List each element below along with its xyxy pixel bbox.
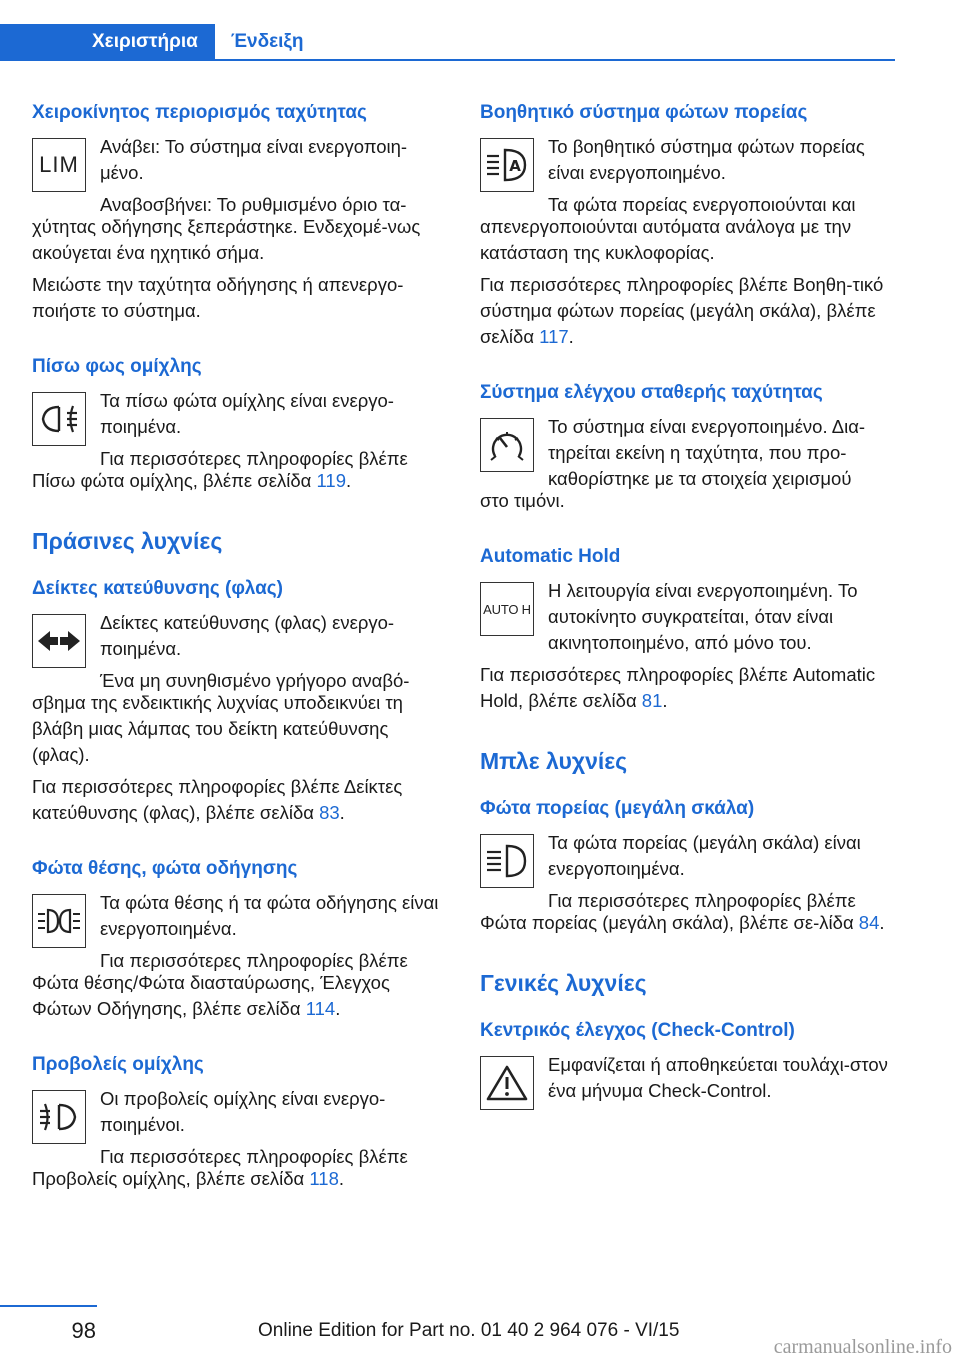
turn-signals-item <box>32 610 444 694</box>
warning-triangle-icon <box>480 1056 534 1110</box>
position-lights-item <box>32 890 444 974</box>
speed-limit-text-3: Μειώστε την ταχύτητα οδήγησης ή απενεργο-ποιήστε το σύστημα. <box>32 274 404 321</box>
front-fog-light-icon <box>32 1090 86 1144</box>
watermark: carmanualsonline.info <box>773 1336 952 1358</box>
high-beam-assist-icon <box>480 138 534 192</box>
turn-signals-text-2a: Ένα μη συνηθισμένο γρήγορο αναβό- <box>100 670 410 691</box>
page-link-83[interactable]: 83 <box>319 802 340 823</box>
page-link-119[interactable]: 119 <box>316 470 346 491</box>
section-title-rear-fog: Πίσω φως ομίχλης <box>32 356 202 377</box>
cruise-control-speedometer-icon <box>480 418 534 472</box>
position-lights-text-2b: Φώτα θέσης/Φώτα διασταύρωσης, Έλεγχος Φώτων Οδήγησης, βλέπε σελίδα 114. <box>32 972 390 1019</box>
section-heading-blue: Μπλε λυχνίες <box>480 748 628 774</box>
edition-text: Online Edition for Part no. 01 40 2 964 076 - VI/15 <box>258 1320 680 1341</box>
high-beam-item <box>480 830 892 914</box>
section-title-turn-signals: Δείκτες κατεύθυνσης (φλας) <box>32 578 283 599</box>
section-title-speed-limit: Χειροκίνητος περιορισμός ταχύτητας <box>32 102 367 123</box>
speed-limit-text-1: Ανάβει: Το σύστημα είναι ενεργοποιη-μένο. <box>100 136 408 183</box>
section-title-auto-hold: Automatic Hold <box>480 546 621 567</box>
section-heading-general: Γενικές λυχνίες <box>480 970 647 996</box>
section-heading-green: Πράσινες λυχνίες <box>32 528 223 554</box>
position-lights-icon <box>32 894 86 948</box>
section-title-cruise-control: Σύστημα ελέγχου σταθερής ταχύτητας <box>480 382 823 403</box>
position-lights-text-2a: Για περισσότερες πληροφορίες βλέπε <box>100 950 408 971</box>
page-link-81[interactable]: 81 <box>641 690 663 711</box>
rear-fog-text-2b: Πίσω φώτα ομίχλης, βλέπε σελίδα 119. <box>32 470 352 491</box>
cruise-control-item <box>480 414 892 492</box>
turn-signals-text-1: Δείκτες κατεύθυνσης (φλας) ενεργο-ποιημένα. <box>100 612 395 659</box>
right-column <box>480 100 892 1124</box>
rear-fog-item <box>32 388 444 472</box>
speed-limit-text-2b: χύτητας οδήγησης ξεπεράστηκε. Ενδεχομέ-νως ακούγεται ένα ηχητικό σήμα. <box>32 216 421 263</box>
high-beam-assist-text-2a: Τα φώτα πορείας ενεργοποιούνται και <box>548 194 856 215</box>
auto-hold-text-1: Η λειτουργία είναι ενεργοποιημένη. Το αυτοκίνητο συγκρατείται, όταν είναι ακινητοποιημένο, από μόνο του. <box>548 580 858 653</box>
high-beam-assist-text-1: Το βοηθητικό σύστημα φώτων πορείας είναι ενεργοποιημένο. <box>548 136 865 183</box>
cruise-control-text-1a: Το σύστημα είναι ενεργοποιημένο. Δια-τηρείται εκείνη η ταχύτητα, που προ-καθορίστηκε με τα στοιχεία χειρισμού <box>548 416 866 489</box>
section-title-front-fog: Προβολείς ομίχλης <box>32 1054 204 1075</box>
page-link-118[interactable]: 118 <box>309 1168 339 1189</box>
high-beam-text-2a: Για περισσότερες πληροφορίες βλέπε <box>548 890 856 911</box>
cruise-control-text-1b: στο τιμόνι. <box>480 490 565 511</box>
turn-signals-text-3: Για περισσότερες πληροφορίες βλέπε Δείκτες κατεύθυνσης (φλας), βλέπε σελίδα 83. <box>32 776 403 823</box>
rear-fog-text-2a: Για περισσότερες πληροφορίες βλέπε <box>100 448 408 469</box>
page-header <box>0 0 960 62</box>
front-fog-text-2b: Προβολείς ομίχλης, βλέπε σελίδα 118. <box>32 1168 345 1189</box>
tab-display[interactable]: Ένδειξη <box>215 24 304 60</box>
check-control-text-1: Εμφανίζεται ή αποθηκεύεται τουλάχι-στον ένα μήνυμα Check-Control. <box>548 1054 888 1101</box>
auto-hold-text-2: Για περισσότερες πληροφορίες βλέπε Automatic Hold, βλέπε σελίδα 81. <box>480 664 876 711</box>
high-beam-assist-text-2b: απενεργοποιούνται αυτόματα ανάλογα με την κατάσταση της κυκλοφορίας. <box>480 216 852 263</box>
lim-icon: LIM <box>32 138 86 192</box>
section-title-position-lights: Φώτα θέσης, φώτα οδήγησης <box>32 858 298 879</box>
rear-fog-text-1: Τα πίσω φώτα ομίχλης είναι ενεργο-ποιημένα. <box>100 390 394 437</box>
header-rule <box>0 59 895 61</box>
tab-controls[interactable]: Χειριστήρια <box>0 24 215 60</box>
page-link-117[interactable]: 117 <box>539 326 569 347</box>
auto-hold-icon: AUTO H <box>480 582 534 636</box>
footer-rule <box>0 1305 97 1307</box>
speed-limit-text-2a: Αναβοσβήνει: Το ρυθμισμένο όριο τα- <box>100 194 407 215</box>
speed-limit-item <box>32 134 444 218</box>
high-beam-text-2b: Φώτα πορείας (μεγάλη σκάλα), βλέπε σε-λίδα 84. <box>480 912 885 933</box>
front-fog-item <box>32 1086 444 1170</box>
svg-text:A: A <box>509 157 521 175</box>
section-title-check-control: Κεντρικός έλεγχος (Check-Control) <box>480 1020 795 1041</box>
high-beam-text-1: Τα φώτα πορείας (μεγάλη σκάλα) είναι ενεργοποιημένα. <box>548 832 861 879</box>
section-title-high-beam-assist: Βοηθητικό σύστημα φώτων πορείας <box>480 102 808 123</box>
rear-fog-light-icon <box>32 392 86 446</box>
high-beam-icon <box>480 834 534 888</box>
position-lights-text-1: Τα φώτα θέσης ή τα φώτα οδήγησης είναι ενεργοποιημένα. <box>100 892 439 939</box>
page-link-84[interactable]: 84 <box>858 912 880 933</box>
high-beam-assist-text-3: Για περισσότερες πληροφορίες βλέπε Βοηθη-τικό σύστημα φώτων πορείας (μεγάλη σκάλα), βλέπε σελίδα 117. <box>480 274 884 347</box>
high-beam-assist-item <box>480 134 892 218</box>
front-fog-text-1: Οι προβολείς ομίχλης είναι ενεργο-ποιημένοι. <box>100 1088 386 1135</box>
turn-signal-arrows-icon <box>32 614 86 668</box>
section-title-high-beam: Φώτα πορείας (μεγάλη σκάλα) <box>480 798 755 819</box>
page-link-114[interactable]: 114 <box>305 998 336 1019</box>
check-control-item <box>480 1052 892 1124</box>
left-column <box>32 100 444 1192</box>
page-number: 98 <box>71 1318 96 1343</box>
front-fog-text-2a: Για περισσότερες πληροφορίες βλέπε <box>100 1146 408 1167</box>
auto-hold-item <box>480 578 892 656</box>
turn-signals-text-2b: σβημα της ενδεικτικής λυχνίας υποδεικνύει τη βλάβη μιας λάμπας του δείκτη κατεύθυνσης (φλας). <box>32 692 403 765</box>
